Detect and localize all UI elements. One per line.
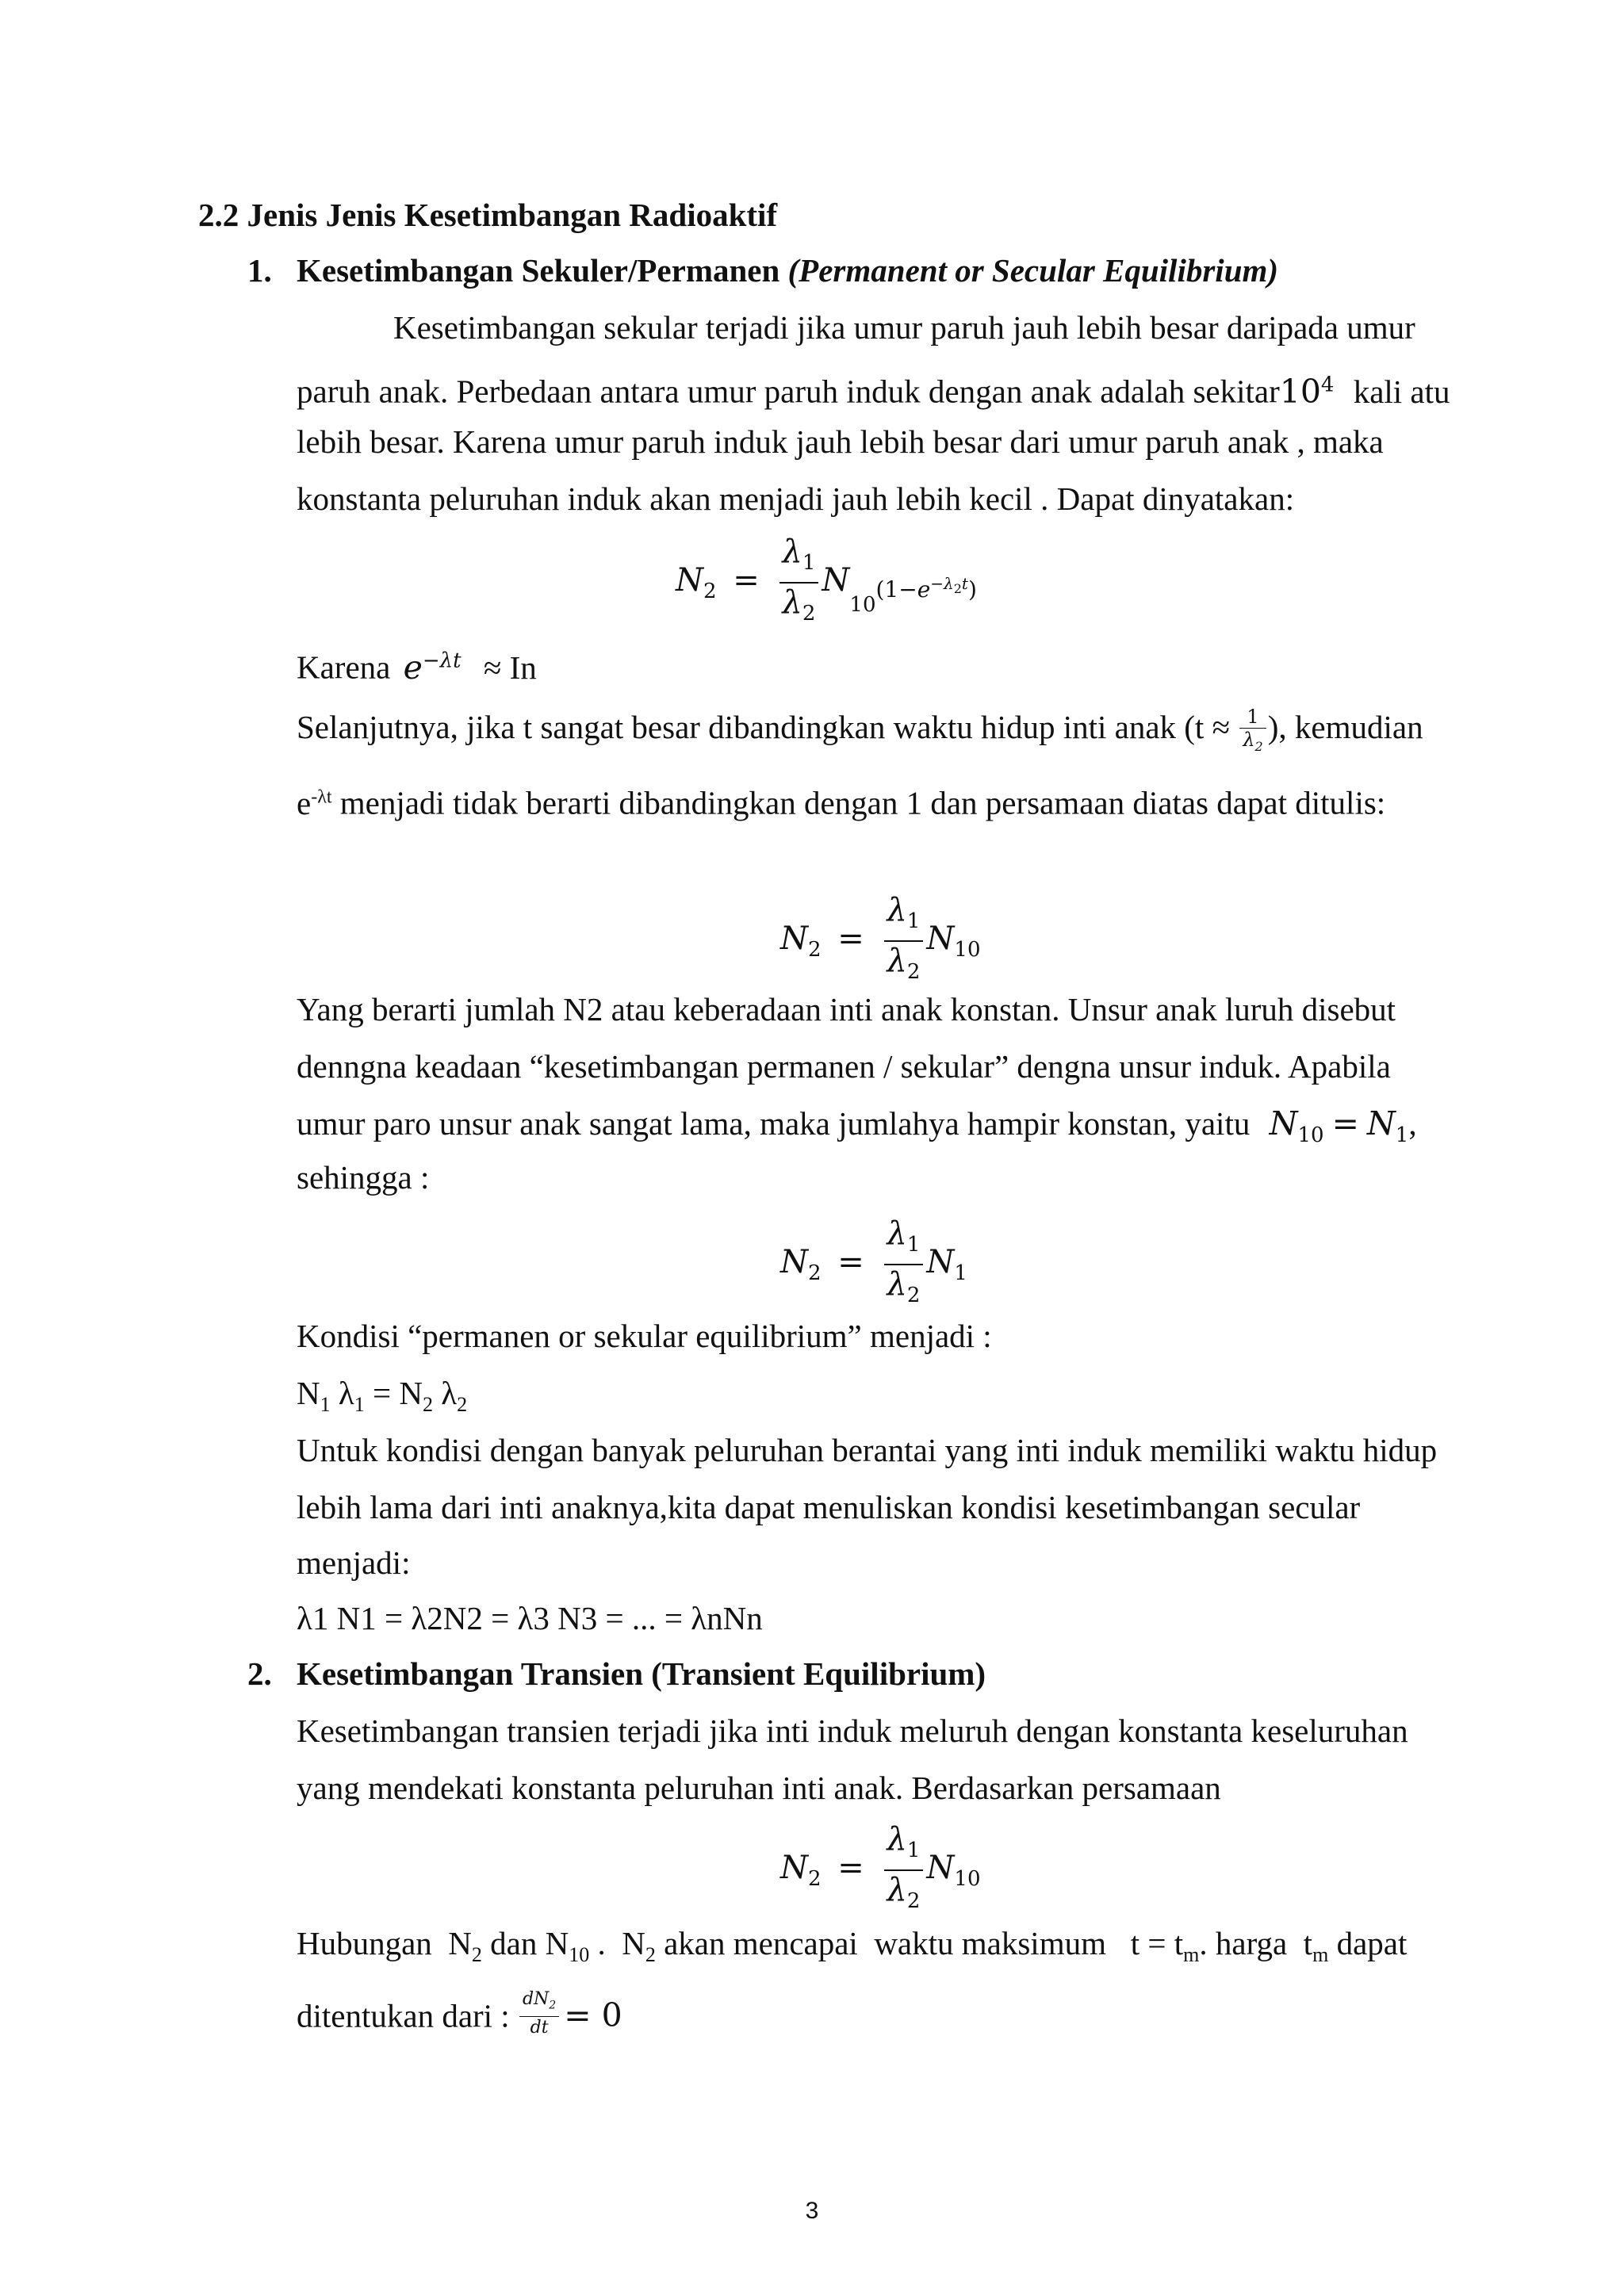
item1-para1-line4: konstanta peluruhan induk akan menjadi jauh lebih kecil . Dapat dinyatakan: [297,480,1295,517]
hubungan-line: Hubungan $N_2$ dan $N_{10}$ . $N_2$ akan mencapai waktu maksimum $t = t_m$. harga $t_m$ dapat [297,1925,1408,1967]
derivative-fraction: $\frac{dN_2}{dt}$ [519,1988,559,2039]
ditentukan-text: ditentukan dari : [297,1997,510,2034]
equation-1: $N_2$ = $\frac{\lambda_1}{\lambda_2}$ $N_{10(1-e^{-\lambda_2t})}$ [676,533,977,633]
item1-heading-italic: (Permanent or Secular Equilibrium) [787,252,1279,289]
power-exponent: 4 [1320,373,1335,396]
inline-fraction: $\frac{1}{\lambda_2}$ [1239,706,1266,758]
item1-para2-line1: Yang berarti jumlah N2 atau keberadaan inti anak konstan. Unsur anak luruh disebut [297,991,1396,1027]
item1-heading [297,251,1278,290]
item1-para3-line2: lebih lama dari inti anaknya,kita dapat menuliskan kondisi kesetimbangan secular [297,1489,1361,1525]
item1-para3-line3: menjadi: [297,1544,411,1581]
item1-para1-line1: Kesetimbangan sekular terjadi jika umur paruh jauh lebih besar daripada umur [393,309,1415,346]
power-base: 10 [1279,372,1321,411]
item1-para2-line3: umur paro unsur anak sangat lama, maka jumlahya hampir konstan, yaitu $N_{10} = N_1$, [297,1104,1417,1148]
item2-para1-line1: Kesetimbangan transien terjadi jika inti induk meluruh dengan konstanta keseluruhan [297,1712,1408,1749]
selanjutnya-text-a: Selanjutnya, jika t sangat besar dibandingkan waktu hidup inti anak (t ≈ [297,709,1231,745]
karena-line: Karena $e^{-\lambda t} \approx In$ [297,648,537,687]
item1-para3-line1: Untuk kondisi dengan banyak peluruhan berantai yang inti induk memiliki waktu hidup [297,1432,1438,1468]
n1-equality-line: $N_1$ $\lambda_1 = N_2$ $\lambda_2$ [297,1375,468,1417]
item1-para1-line2-text: paruh anak. Perbedaan antara umur paruh induk dengan anak adalah sekitar [297,373,1280,410]
selanjutnya-line [297,706,1423,758]
item2-number: 2. [247,1655,272,1692]
selanjutnya-text-b: ), kemudian [1267,709,1423,745]
selanjutnya-text-2: menjadi tidak berarti dibandingkan dengan 1 dan persamaan diatas dapat ditulis: [339,784,1386,821]
item1-number: 1. [247,252,272,289]
item1-para2-line2: denngna keadaan “kesetimbangan permanen / sekular” dengna unsur induk. Apabila [297,1048,1391,1085]
item1-para2-line3-text: umur paro unsur anak sangat lama, maka jumlahya hampir konstan, yaitu [297,1105,1251,1142]
power-expression [1280,373,1335,411]
item2-heading: Kesetimbangan Transien (Transient Equilibrium) [297,1655,986,1692]
kondisi-line: Kondisi “permanen or sekular equilibrium” menjadi : [297,1318,992,1354]
item2-para1-line2: yang mendekati konstanta peluruhan inti anak. Berdasarkan persamaan [297,1770,1221,1806]
page-number: 3 [805,2198,819,2224]
item1-heading-bold: Kesetimbangan Sekuler/Permanen [297,252,780,289]
equation-3: $N_2$ = $\frac{\lambda_1}{\lambda_2}$ $N_1$ [780,1215,967,1307]
section-title: 2.2 Jenis Jenis Kesetimbangan Radioaktif [198,197,778,233]
equation-2: $N_2$ = $\frac{\lambda_1}{\lambda_2}$ $N_{10}$ [780,892,981,984]
item1-para1-line2-tail: kali atu [1353,373,1450,410]
chain-equality: λ1 N1 = λ2N2 = λ3 N3 = ... = λnNn [297,1600,763,1636]
eq1-fraction: $\frac{\lambda_1}{\lambda_2}$ [779,533,819,633]
item1-para1-line2 [297,365,1450,411]
item1-para1-line3: lebih besar. Karena umur paruh induk jauh lebih besar dari umur paruh anak , maka [297,423,1384,460]
karena-prefix: Karena [297,649,391,686]
karena-suffix: ≈ In [483,649,537,686]
selanjutnya-line2: $e^{-\lambda t}$ menjadi tidak berarti dibandingkan dengan 1 dan persamaan diatas dapat ditulis: [297,784,1386,821]
ditentukan-line: ditentukan dari : $\frac{dN_2}{dt}$ = 0 [297,1989,622,2038]
item1-para2-line4: sehingga : [297,1159,430,1196]
equation-4: $N_2$ = $\frac{\lambda_1}{\lambda_2}$ $N_{10}$ [780,1821,981,1913]
